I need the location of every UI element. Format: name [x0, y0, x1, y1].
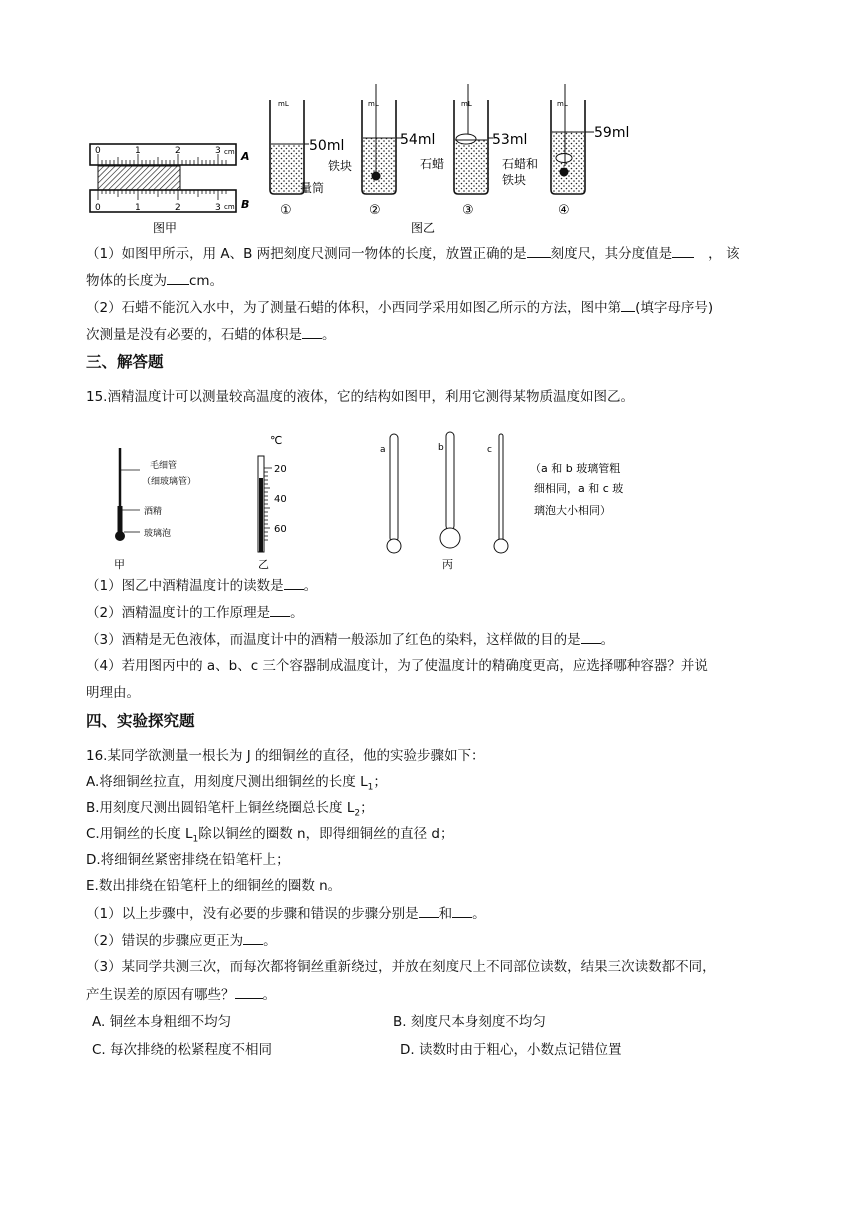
option-d: D. 读数时由于粗心，小数点记错位置: [400, 1042, 622, 1058]
svg-text:玻璃泡: 玻璃泡: [144, 529, 172, 539]
q16-step-b: B.用刻度尺测出圆铅笔杆上铜丝绕圈总长度 $L_2$；: [86, 800, 374, 819]
q16-step-d: D.将细铜丝紧密排绕在铅笔杆上；: [86, 852, 290, 868]
svg-text:20: 20: [274, 464, 287, 475]
option-c: C. 每次排绕的松紧程度不相同: [92, 1042, 273, 1058]
svg-text:54ml: 54ml: [400, 132, 436, 148]
thermometer-note: [530, 461, 623, 517]
q16-part2: （2）错误的步骤应更正为 。: [86, 930, 277, 951]
svg-text:细相同，a 和 c 玻: 细相同，a 和 c 玻: [534, 482, 624, 495]
svg-text:③: ③: [462, 203, 474, 218]
q14-part2-line1: （2）石蜡不能沉入水中，为了测量石蜡的体积，小西同学采用如图乙所示的方法，图中第 (填字母序号): [86, 297, 713, 318]
q15-part3: （3）酒精是无色液体，而温度计中的酒精一般添加了红色的染料，这样做的目的是 。: [86, 629, 614, 650]
svg-text:c: c: [487, 445, 492, 455]
svg-text:59ml: 59ml: [594, 125, 630, 141]
q15-part1: （1）图乙中酒精温度计的读数是 。: [86, 575, 317, 596]
option-a: A. 铜丝本身粗细不均匀: [92, 1014, 232, 1030]
q15-part4-line2: 明理由。: [86, 685, 140, 701]
svg-text:cm: cm: [224, 203, 235, 211]
thermometer-bing-b: [438, 432, 460, 548]
svg-text:1: 1: [135, 146, 141, 156]
svg-text:53ml: 53ml: [492, 132, 528, 148]
svg-text:2: 2: [175, 146, 181, 156]
option-b: B. 刻度尺本身刻度不均匀: [393, 1014, 546, 1030]
svg-text:50ml: 50ml: [309, 138, 345, 154]
q16-step-c: C.用铜丝的长度 $L_1$除以铜丝的圈数 n，即得细铜丝的直径 d；: [86, 826, 454, 845]
svg-text:④: ④: [558, 203, 570, 218]
svg-text:mL: mL: [278, 100, 289, 108]
svg-text:40: 40: [274, 494, 287, 505]
svg-text:②: ②: [369, 203, 381, 218]
svg-text:a: a: [380, 445, 386, 455]
ruler-a: [90, 144, 250, 165]
section-3-title: 三、解答题: [86, 353, 164, 371]
svg-text:cm: cm: [224, 148, 235, 156]
thermometer-bing-c: [487, 434, 508, 553]
svg-text:mL: mL: [368, 100, 379, 108]
svg-text:酒精: 酒精: [144, 507, 163, 517]
svg-text:0: 0: [95, 203, 101, 213]
svg-text:石蜡: 石蜡: [420, 157, 445, 171]
svg-text:铁块: 铁块: [328, 159, 353, 173]
svg-text:1: 1: [135, 203, 141, 213]
svg-text:0: 0: [95, 146, 101, 156]
fig-yi-caption: 图乙: [411, 221, 436, 235]
q14-part2-line2: 次测量是没有必要的，石蜡的体积是 。: [86, 324, 336, 345]
svg-text:3: 3: [215, 203, 221, 213]
q14-part1-line1: （1）如图甲所示，用 A、B 两把刻度尺测同一物体的长度，放置正确的是 刻度尺，其分度值是 ， 该: [86, 243, 739, 264]
svg-text:A: A: [241, 150, 250, 163]
svg-text:乙: 乙: [258, 558, 269, 571]
svg-text:（细玻璃管）: （细玻璃管）: [142, 477, 197, 487]
svg-text:丙: 丙: [442, 558, 453, 571]
svg-text:2: 2: [175, 203, 181, 213]
q16-step-e: E.数出排绕在铅笔杆上的细铜丝的圈数 n。: [86, 878, 342, 894]
svg-text:B: B: [241, 198, 250, 211]
thermometer-bing-a: [380, 434, 401, 553]
figure-jia-yi: [80, 82, 700, 238]
section-4-title: 四、实验探究题: [86, 712, 195, 730]
svg-text:①: ①: [280, 203, 292, 218]
cylinder-3: [420, 84, 527, 218]
q16-step-a: A.将细铜丝拉直，用刻度尺测出细铜丝的长度 $L_1$；: [86, 774, 387, 793]
ruler-b: [90, 190, 249, 213]
figure-thermometers: [110, 428, 680, 574]
svg-text:（a 和 b 玻璃管粗: （a 和 b 玻璃管粗: [530, 462, 621, 475]
svg-text:60: 60: [274, 524, 287, 535]
q15-stem: 15.酒精温度计可以测量较高温度的液体，它的结构如图甲，利用它测得某物质温度如图乙。: [86, 389, 634, 405]
q16-part3-line2: 产生误差的原因有哪些？ 。: [86, 984, 276, 1005]
thermometer-jia: [114, 448, 196, 571]
measured-object: [98, 166, 180, 190]
svg-text:铁块: 铁块: [502, 173, 527, 187]
svg-text:璃泡大小相同）: 璃泡大小相同）: [534, 504, 611, 517]
svg-text:mL: mL: [557, 100, 568, 108]
cylinder-4: [502, 84, 629, 218]
q16-stem: 16.某同学欲测量一根长为 J 的细铜丝的直径，他的实验步骤如下：: [86, 748, 485, 764]
thermometer-yi: [258, 434, 287, 571]
q16-part3-line1: （3）某同学共测三次，而每次都将铜丝重新绕过，并放在刻度尺上不同部位读数，结果三次读数都不同，: [86, 959, 716, 975]
fig-jia-caption: 图甲: [153, 221, 178, 235]
q16-part1: （1）以上步骤中，没有必要的步骤和错误的步骤分别是 和 。: [86, 903, 486, 924]
q15-part2: （2）酒精温度计的工作原理是 。: [86, 602, 304, 623]
svg-text:毛细管: 毛细管: [150, 461, 178, 471]
svg-text:b: b: [438, 443, 444, 453]
svg-text:3: 3: [215, 146, 221, 156]
svg-text:mL: mL: [461, 100, 472, 108]
svg-text:量筒: 量筒: [300, 181, 325, 195]
svg-text:甲: 甲: [114, 558, 125, 571]
svg-text:℃: ℃: [270, 434, 283, 447]
q14-part1-line2: 物体的长度为 cm。: [86, 270, 223, 291]
q15-part4-line1: （4）若用图丙中的 a、b、c 三个容器制成温度计，为了使温度计的精确度更高，应选择哪种容器？并说: [86, 658, 708, 674]
svg-text:石蜡和: 石蜡和: [502, 157, 539, 171]
